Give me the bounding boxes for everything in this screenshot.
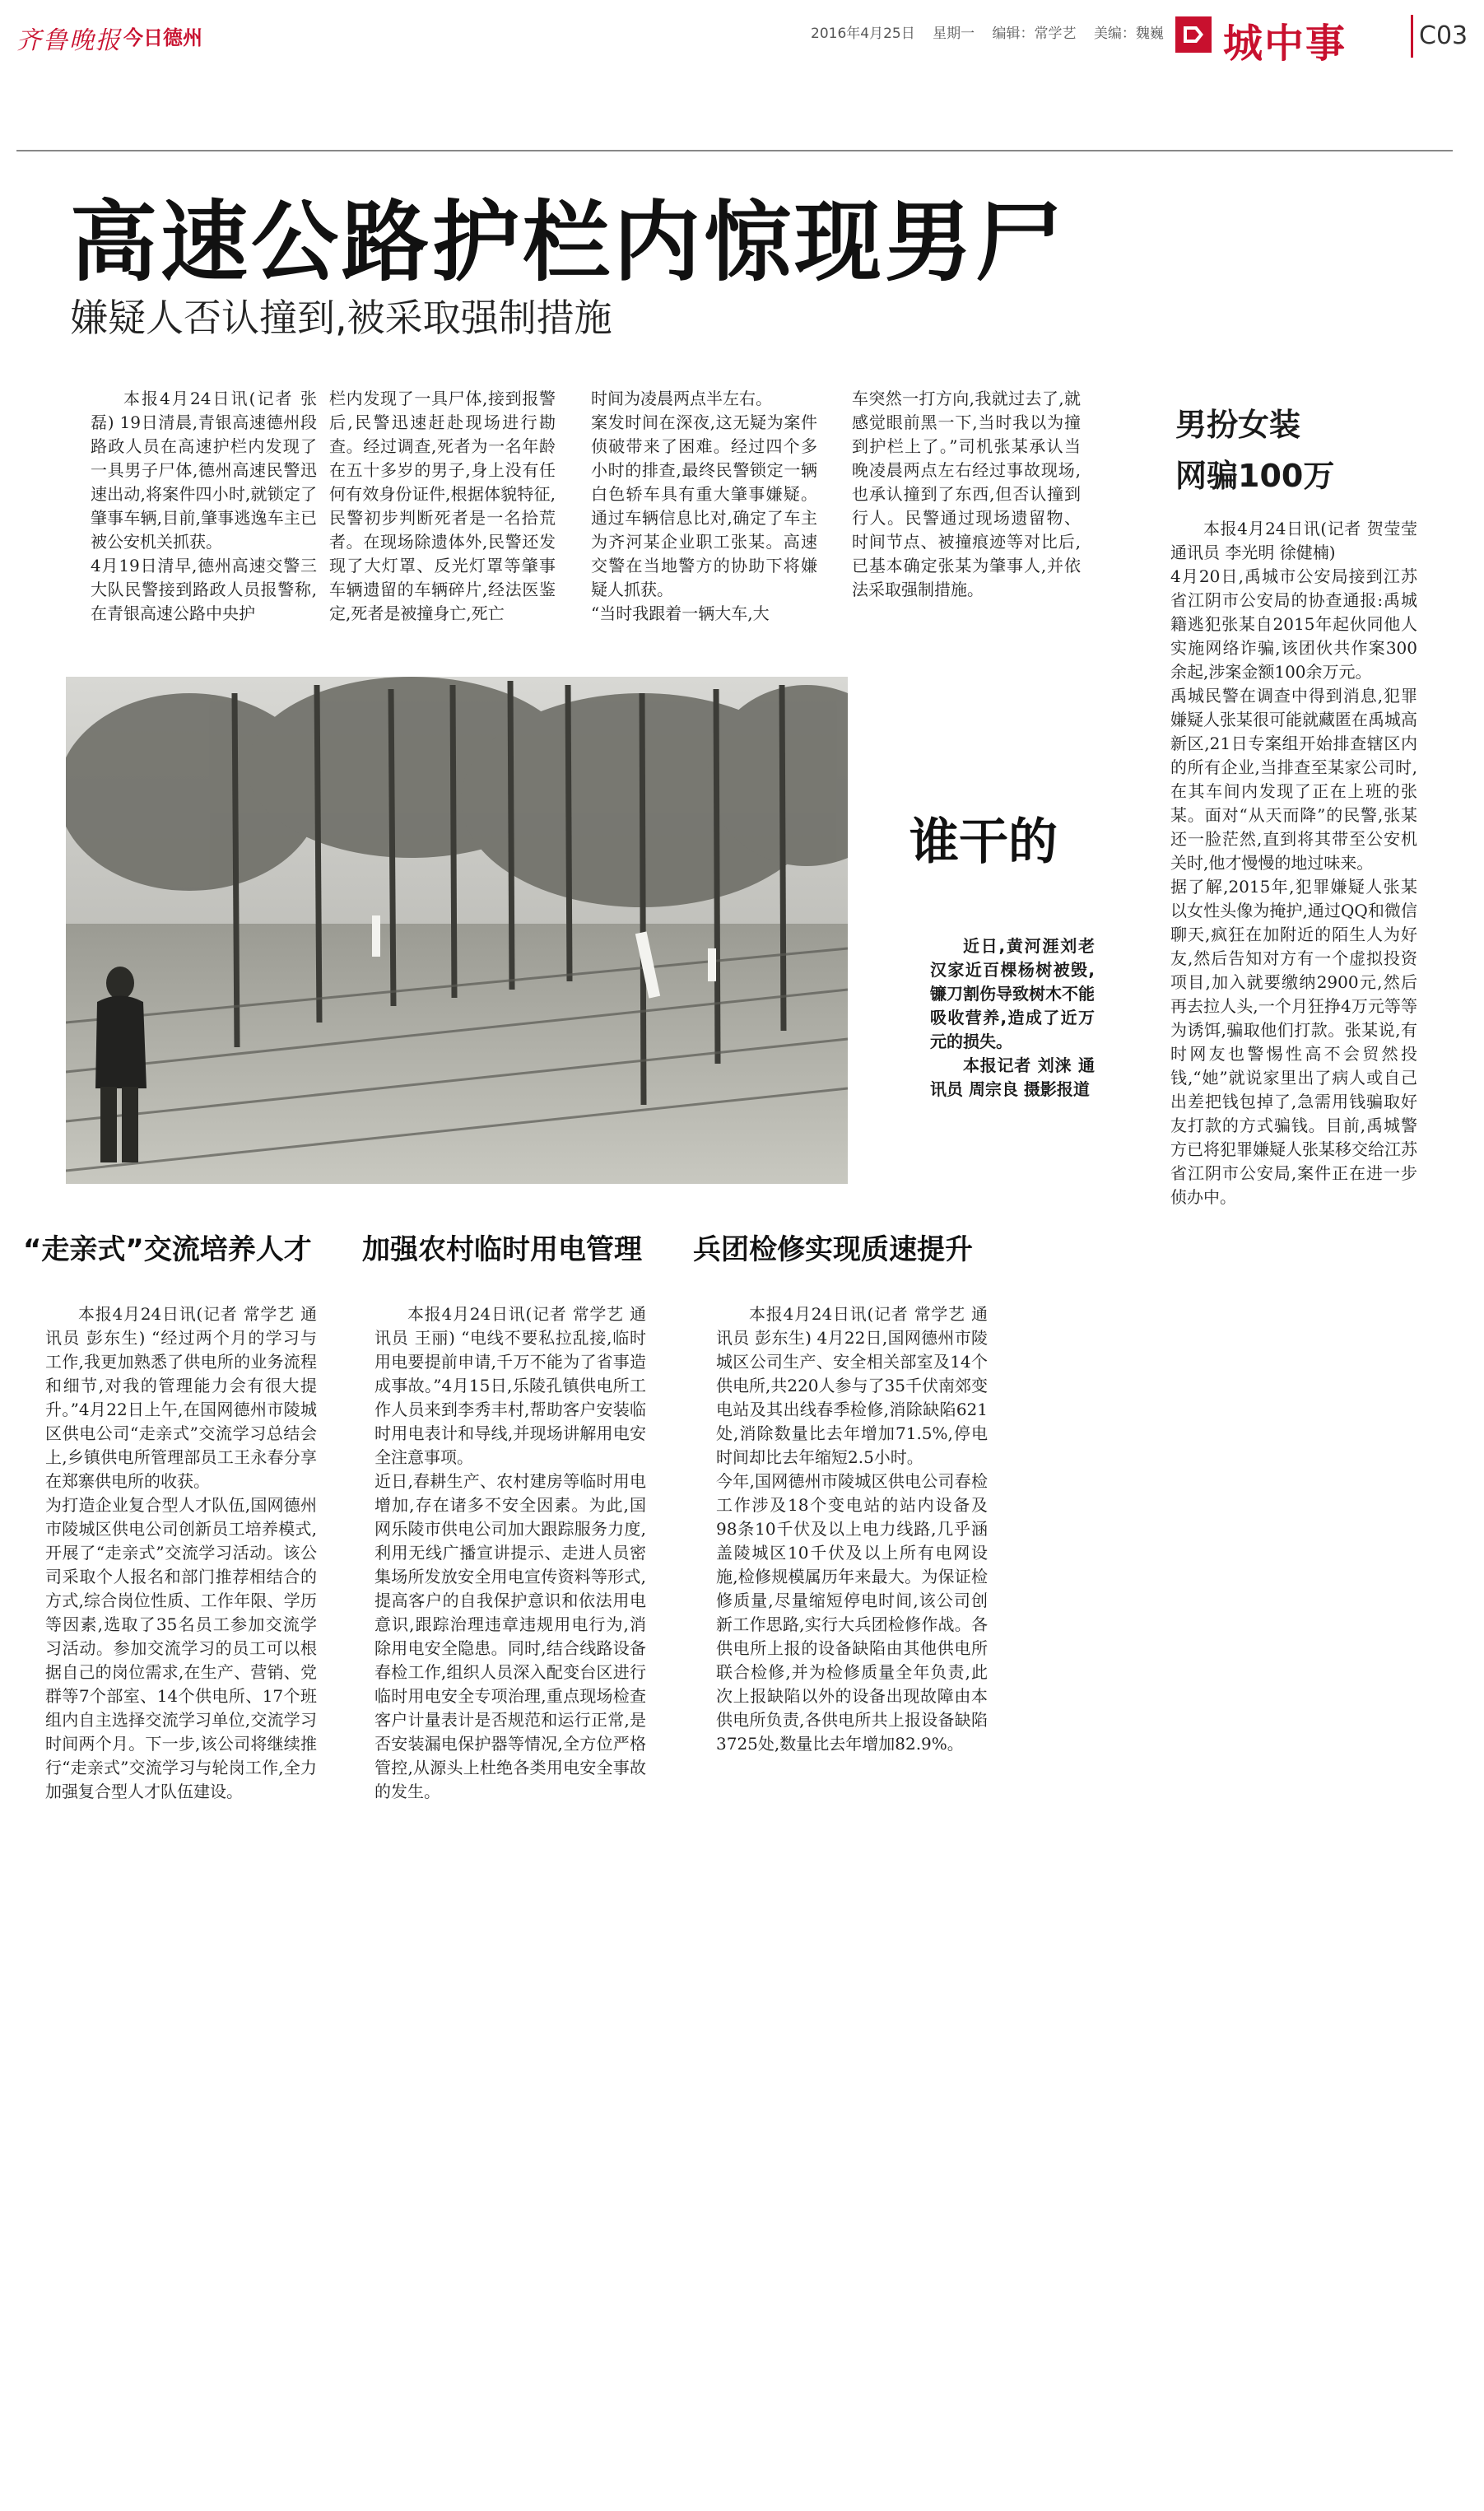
photo-kicker: 谁干的 — [909, 813, 1058, 871]
section-name: 城中事 — [1223, 21, 1347, 67]
side-story-title-line1: 男扮女装 — [1175, 407, 1301, 443]
photo-caption — [930, 934, 1095, 1102]
side-story-body — [1170, 517, 1417, 1209]
photo-caption-text: 近日,黄河涯刘老汉家近百棵杨树被毁,镰刀割伤导致树木不能吸收营养,造成了近万元的损失。 — [930, 936, 1095, 1051]
bottom-story-3-text: 本报4月24日讯(记者 常学艺 通讯员 彭东生) 4月22日,国网德州市陵城区公司生产、安全相关部室及14个供电所,共220人参与了35千伏南郊变电站及其出线春季检修,消除缺陷621处,消除数量比去年增加71.5%,停电时间却比去年缩短2.5小时。 今年,国网德州市陵城区供电公司春检工作涉及18个变电站的站内设备及98条10千伏及以上电力线路,几乎涵盖陵城区10千伏及以上所有电网设施,检修规模属历年来最大。为保证检修质量,尽量缩短停电时间,该公司创新工作思路,实行大兵团检修作战。各供电所上报的设备缺陷由其他供电所联合检修,并为检修质量全年负责,此次上报缺陷以外的设备出现故障由本供电所负责,各供电所共上报设备缺陷3725处,数量比去年增加82.9%。 — [716, 1304, 988, 1754]
news-photo-poplar-trees — [66, 677, 848, 1184]
lead-column-1 — [91, 387, 317, 626]
section-divider — [1411, 15, 1413, 58]
bottom-headline-1: “走亲式”交流培养人才 — [23, 1233, 312, 1266]
paper-logo: 齐鲁晚报 — [16, 26, 122, 55]
lead-column-4-text: 车突然一打方向,我就过去了,就感觉眼前黑一下,当时我以为撞到护栏上了。”司机张某承认当晚凌晨两点左右经过事故现场,也承认撞到了东西,但否认撞到行人。民警通过现场遗留物、时间节点、被撞痕迹等对比后,已基本确定张某为肇事人,并依法采取强制措施。 — [852, 389, 1081, 599]
side-story-text: 本报4月24日讯(记者 贺莹莹 通讯员 李光明 徐健楠) 4月20日,禹城市公安局接到江苏省江阴市公安局的协查通报:禹城籍逃犯张某自2015年起伙同他人实施网络诈骗,该团伙共作案300余起,涉案金额100余万元。 禹城民警在调查中得到消息,犯罪嫌疑人张某很可能就藏匿在禹城高新区,21日专案组开始排查辖区内的所有企业,当排查至某家公司时,在其车间内发现了正在上班的张某。面对“从天而降”的民警,张某还一脸茫然,直到将其带至公安机关时,他才慢慢的地过味来。 据了解,2015年,犯罪嫌疑人张某以女性头像为掩护,通过QQ和微信聊天,疯狂在加附近的陌生人为好友,然后告知对方有一个虚拟投资项目,加入就要缴纳2900元,然后再去拉人头,一个月狂挣4万元等等为诱饵,骗取他们打款。张某说,有时网友也警惕性高不会贸然投钱,“她”就说家里出了病人或自己出差把钱包掉了,急需用钱骗取好友打款的方式骗钱。目前,禹城警方已将犯罪嫌疑人张某移交给江苏省江阴市公安局,案件正在进一步侦办中。 — [1170, 519, 1417, 1207]
bottom-story-1-text: 本报4月24日讯(记者 常学艺 通讯员 彭东生) “经过两个月的学习与工作,我更加熟悉了供电所的业务流程和细节,对我的管理能力会有很大提升。”4月22日上午,在国网德州市陵城区供电公司“走亲式”交流学习总结会上,乡镇供电所管理部员工王永春分享在郑寨供电所的收获。 为打造企业复合型人才队伍,国网德州市陵城区供电公司创新员工培养模式,开展了“走亲式”交流学习活动。该公司采取个人报名和部门推荐相结合的方式,综合岗位性质、工作年限、学历等因素,选取了35名员工参加交流学习活动。参加交流学习的员工可以根据自己的岗位需求,在生产、营销、党群等7个部室、14个供电所、17个班组内自主选择交流学习单位,交流学习时间两个月。下一步,该公司将继续推行“走亲式”交流学习与轮岗工作,全力加强复合型人才队伍建设。 — [45, 1304, 317, 1801]
side-story-title-line2: 网骗100万 — [1175, 458, 1335, 494]
issue-weekday: 星期一 — [933, 26, 975, 42]
art-editor-credit: 美编：魏巍 — [1093, 26, 1164, 42]
section-flag-icon — [1175, 16, 1212, 53]
lead-column-3-text: 时间为凌晨两点半左右。 案发时间在深夜,这无疑为案件侦破带来了困难。经过四个多小时的排查,最终民警锁定一辆白色轿车具有重大肇事嫌疑。通过车辆信息比对,确定了车主为齐河某企业职工张某。高速交警在当地警方的协助下将嫌疑人抓获。 “当时我跟着一辆大车,大 — [591, 389, 817, 623]
editor-credit: 编辑：常学艺 — [992, 26, 1077, 42]
bottom-story-2 — [374, 1302, 646, 1804]
page-info — [811, 21, 1177, 42]
bottom-story-1 — [45, 1302, 317, 1804]
bottom-story-3 — [716, 1302, 988, 1756]
lead-column-1-text: 本报4月24日讯(记者 张磊) 19日清晨,青银高速德州段路政人员在高速护栏内发现了一具男子尸体,德州高速民警迅速出动,将案件四小时,就锁定了肇事车辆,目前,肇事逃逸车主已被公安机关抓获。 4月19日清早,德州高速交警三大队民警接到路政人员报警称,在青银高速公路中央护 — [91, 389, 317, 623]
lead-column-2-text: 栏内发现了一具尸体,接到报警后,民警迅速赶赴现场进行勘查。经过调查,死者为一名年龄在五十多岁的男子,身上没有任何有效身份证件,根据体貌特征,民警初步判断死者是一名拾荒者。在现场除遗体外,民警还发现了大灯罩、反光灯罩等肇事车辆遗留的车辆碎片,经法医鉴定,死者是被撞身亡,死亡 — [329, 389, 556, 623]
bottom-headline-2: 加强农村临时用电管理 — [362, 1233, 642, 1266]
photo-credit: 本报记者 刘涞 通讯员 周宗良 摄影报道 — [930, 1055, 1095, 1099]
lead-subheadline: 嫌疑人否认撞到,被采取强制措施 — [70, 296, 612, 340]
lead-headline: 高速公路护栏内惊现男尸 — [70, 192, 1066, 293]
page-number: C03 — [1419, 21, 1468, 50]
lead-column-2 — [329, 387, 556, 626]
section-label: 今日德州 — [123, 26, 202, 49]
lead-column-4 — [852, 387, 1081, 602]
bottom-story-2-text: 本报4月24日讯(记者 常学艺 通讯员 王丽) “电线不要私拉乱接,临时用电要提前申请,千万不能为了省事造成事故。”4月15日,乐陵孔镇供电所工作人员来到李秀丰村,帮助客户安装临时用电表计和导线,并现场讲解用电安全注意事项。 近日,春耕生产、农村建房等临时用电增加,存在诸多不安全因素。为此,国网乐陵市供电公司加大跟踪服务力度,利用无线广播宣讲提示、走进人员密集场所发放安全用电宣传资料等形式,提高客户的自我保护意识和依法用电意识,跟踪治理违章违规用电行为,消除用电安全隐患。同时,结合线路设备春检工作,组织人员深入配变台区进行临时用电安全专项治理,重点现场检查客户计量表计是否规范和运行正常,是否安装漏电保护器等情况,全方位严格管控,从源头上杜绝各类用电安全事故的发生。 — [374, 1304, 646, 1801]
lead-column-3 — [591, 387, 817, 626]
issue-date: 2016年4月25日 — [811, 26, 915, 42]
masthead-rule — [16, 150, 1453, 151]
bottom-headline-3: 兵团检修实现质速提升 — [693, 1233, 973, 1266]
side-story-title — [1175, 399, 1334, 501]
